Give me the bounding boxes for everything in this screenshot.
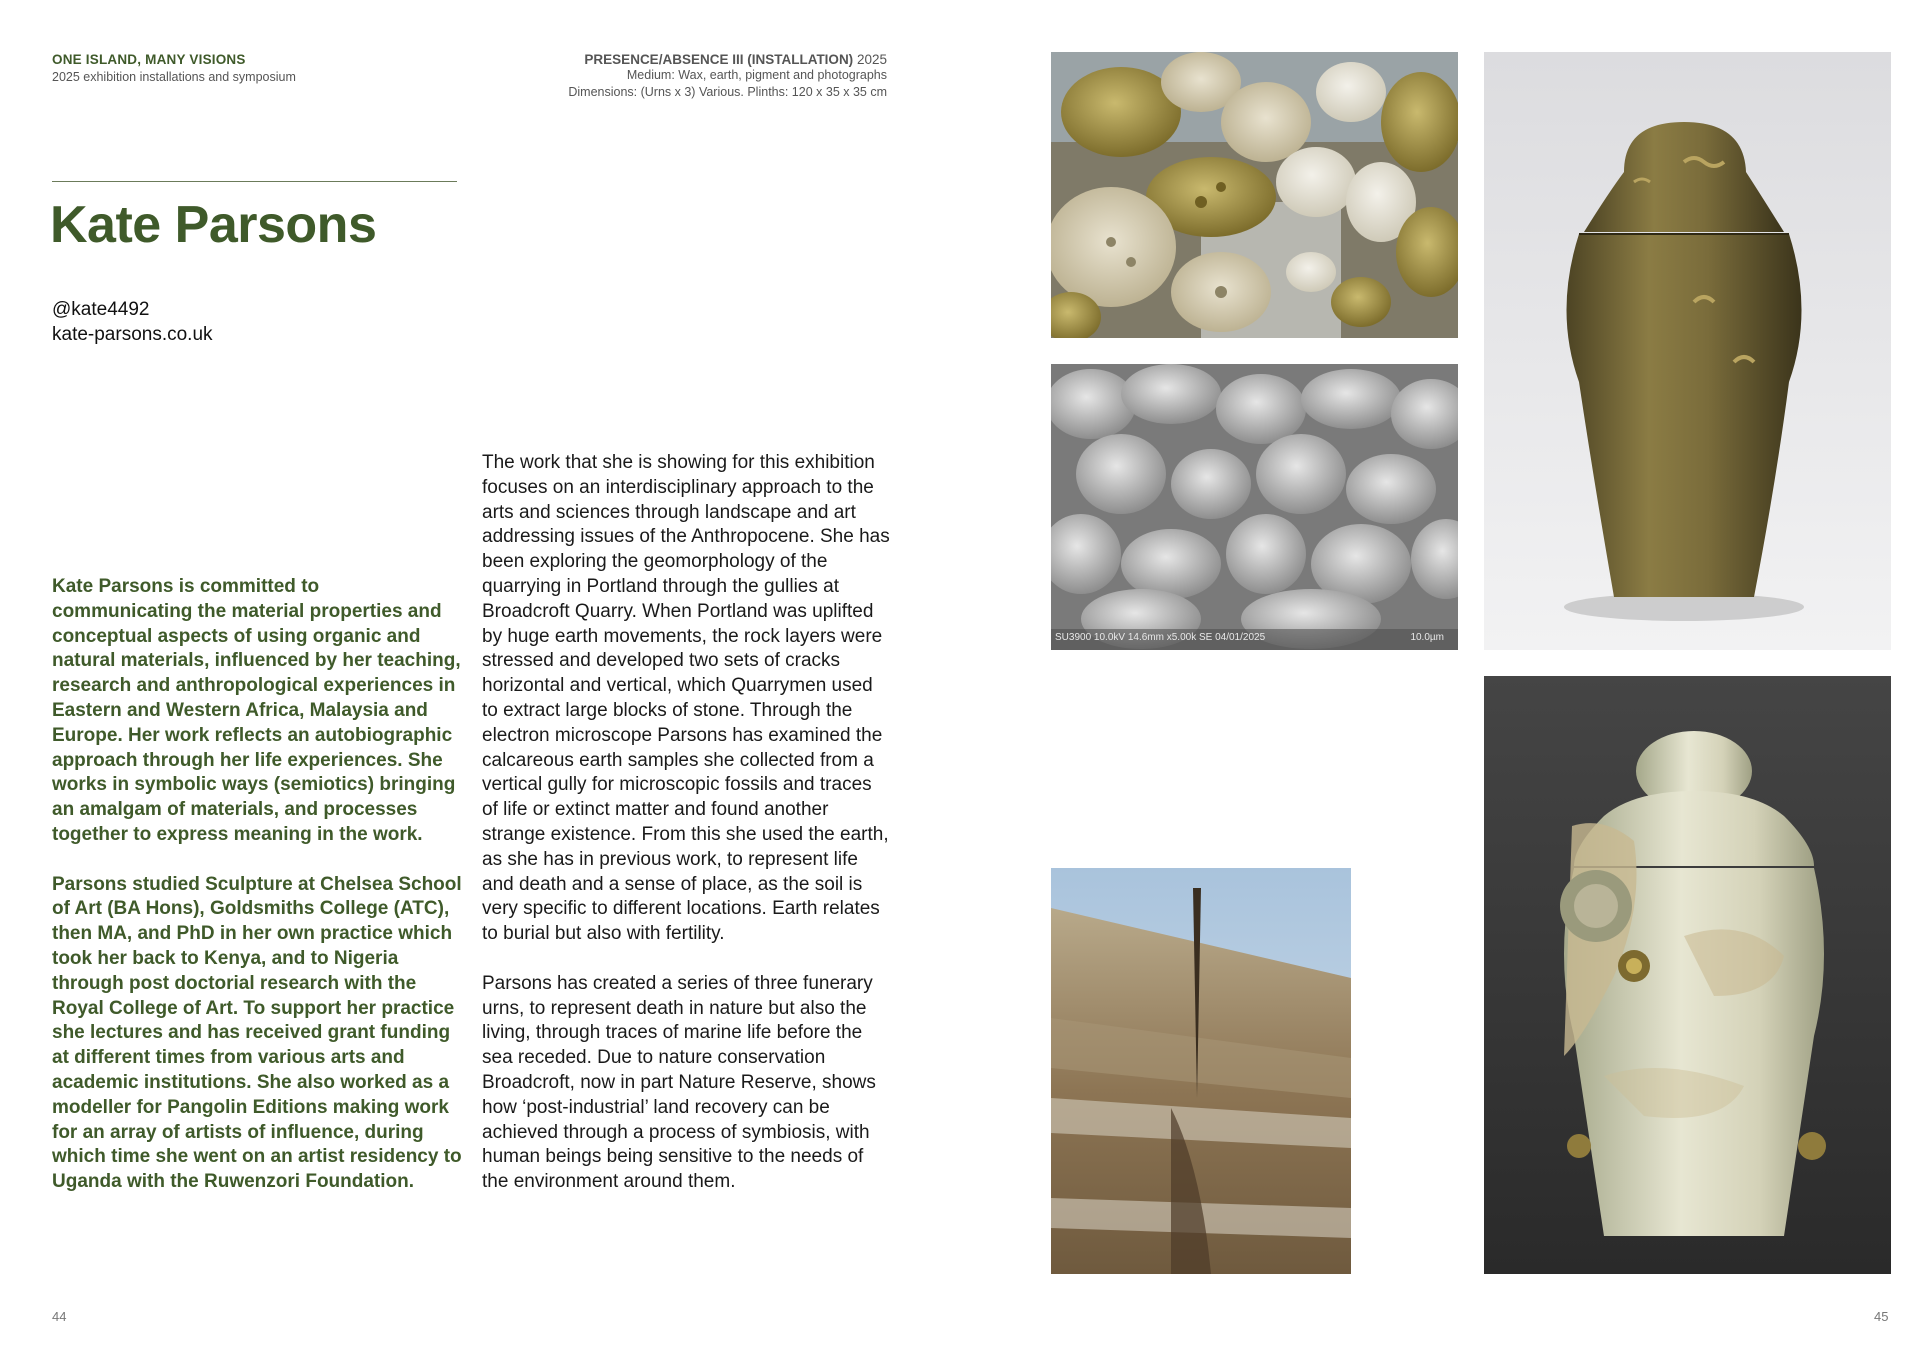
electron-micrograph-photo: [1051, 364, 1458, 650]
bio-column: [52, 575, 462, 1220]
exhibition-title: ONE ISLAND, MANY VISIONS: [52, 52, 246, 67]
artwork-title: PRESENCE/ABSENCE III (INSTALLATION): [584, 52, 854, 67]
artwork-year: 2025: [856, 52, 887, 67]
fossil-collage-photo: [1051, 52, 1458, 338]
artist-handle[interactable]: @kate4492: [52, 299, 150, 320]
bio-paragraph-1: Kate Parsons is committed to communicating the material properties and conceptual aspects of using organic and natural materials, influenced by her teaching, research and anthropological experiences in Eastern and Western Africa, Malaysia and Europe. Her work reflects an autobiographic approach through her life experiences. She works in symbolic ways (semiotics) bringing an amalgam of materials, and processes together to express meaning in the work.: [52, 576, 461, 845]
statement-paragraph-1: The work that she is showing for this exhibition focuses on an interdisciplinary approach to the arts and sciences through landscape and art addressing issues of the Anthropocene. She has been exploring the geomorphology of the quarrying in Portland through the gullies at Broadcroft Quarry. When Portland was uplifted by huge earth movements, the rock layers were stressed and developed two sets of cracks horizontal and vertical, which Quarrymen used to extract large blocks of stone. Through the electron microscope Parsons has examined the calcareous earth samples she collected from a vertical gully for microscopic fossils and traces of life or extinct matter and found another strange existence. From this she used the earth, as she has in previous work, to represent life and death and a sense of place, as the soil is very specific to different locations. Earth relates to burial but also with fertility.: [482, 452, 890, 945]
artwork-dimensions: Dimensions: (Urns x 3) Various. Plinths: 120 x 35 x 35 cm: [568, 85, 887, 99]
sem-scale-text: 10.0µm: [1410, 632, 1444, 643]
dark-urn-photo: [1484, 52, 1891, 650]
exhibition-subtitle: 2025 exhibition installations and symposium: [52, 70, 296, 84]
artist-contact: [52, 297, 213, 347]
bio-paragraph-2: Parsons studied Sculpture at Chelsea School of Art (BA Hons), Goldsmiths College (ATC), then MA, and PhD in her own practice which took her back to Kenya, and to Nigeria through post doctorial research with the Royal College of Art. To support her practice she lectures and has received grant funding at different times from various arts and academic institutions. She also worked as a modeller for Pangolin Editions making work for an array of artists of influence, during which time she went on an artist residency to Uganda with the Ruwenzori Foundation.: [52, 873, 462, 1193]
title-rule: [52, 181, 457, 182]
quarry-gully-photo: [1051, 868, 1351, 1274]
page-number-left: 44: [52, 1309, 67, 1324]
artist-name: Kate Parsons: [50, 196, 377, 254]
page-number-right: 45: [1874, 1309, 1889, 1324]
artwork-caption: [568, 52, 887, 101]
artwork-title-line: [568, 52, 887, 67]
sem-info-text: SU3900 10.0kV 14.6mm x5.00k SE 04/01/2025: [1055, 632, 1266, 643]
artist-website[interactable]: kate-parsons.co.uk: [52, 324, 213, 345]
statement-paragraph-2: Parsons has created a series of three funerary urns, to represent death in nature but also the living, through traces of marine life before the sea receded. Due to nature conservation Broadcroft, now in part Nature Reserve, shows how ‘post-industrial’ land recovery can be achieved through a process of symbiosis, with human beings being sensitive to the needs of the environment around them.: [482, 972, 876, 1193]
pale-urn-photo: [1484, 676, 1891, 1274]
artwork-medium: Medium: Wax, earth, pigment and photographs: [626, 68, 887, 82]
statement-column: [482, 451, 890, 1220]
